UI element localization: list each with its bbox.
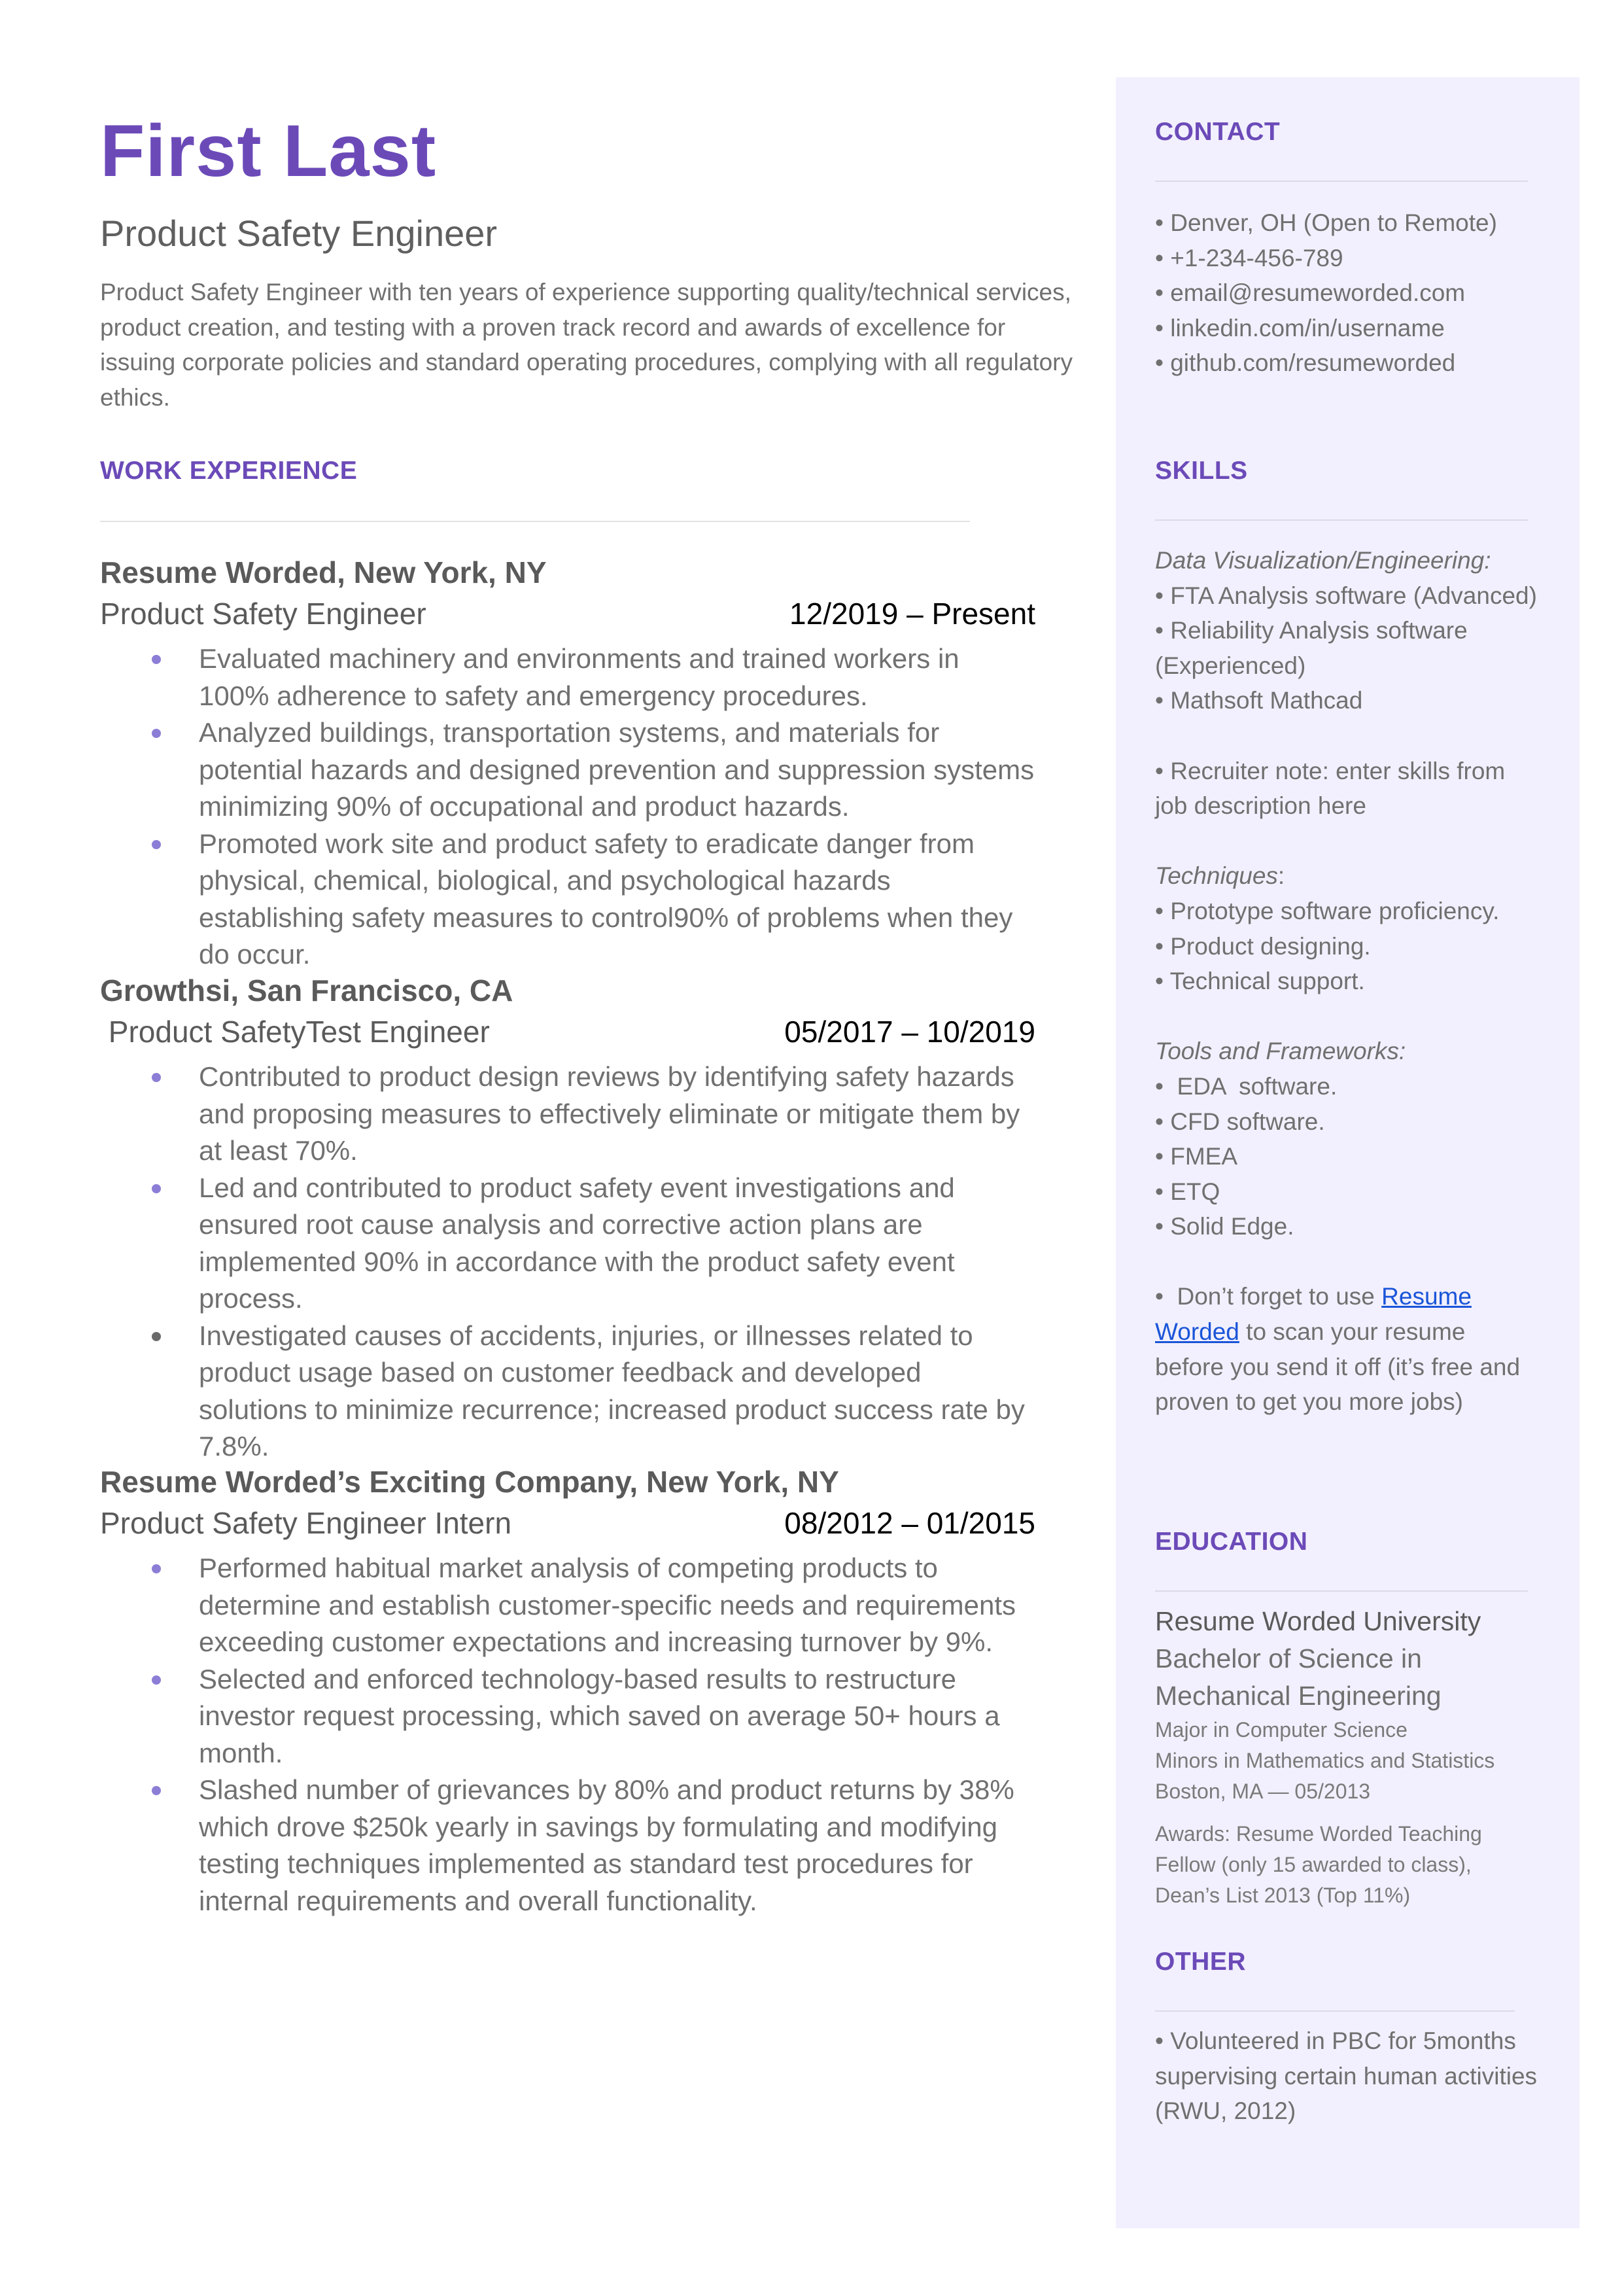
education-major: Major in Computer Science [1155,1718,1408,1742]
job-bullets [100,640,1035,973]
job-role-line [100,593,1035,634]
education-school: Resume Worded University [1155,1606,1481,1636]
contact-location: • Denver, OH (Open to Remote) [1155,209,1497,236]
skills-heading: SKILLS [1155,457,1248,485]
job-company: Growthsi, San Francisco, CA [100,973,513,1007]
job-dates: 08/2012 – 01/2015 [784,1506,1035,1540]
sidebar [1116,77,1580,2228]
skill-item: • Solid Edge. [1155,1213,1294,1240]
skill-item: • Product designing. [1155,932,1371,960]
skills-list [1155,543,1538,1420]
job-entry [100,1461,1035,1919]
contact-heading: CONTACT [1155,118,1281,146]
skill-item: • Technical support. [1155,968,1365,995]
work-experience-heading: WORK EXPERIENCE [100,457,358,485]
job-entry [100,970,1035,1465]
resume-worded-link[interactable]: Resume Worded [1155,1283,1472,1346]
skill-item: • CFD software. [1155,1108,1325,1135]
skills-category: Tools and Frameworks: [1155,1038,1406,1065]
skill-item: • Reliability Analysis software (Experienced) [1155,617,1468,679]
education-minors: Minors in Mathematics and Statistics [1155,1749,1495,1772]
contact-email: • email@resumeworded.com [1155,279,1466,307]
resume-tip-prefix: • Don’t forget to use [1155,1283,1382,1310]
contact-linkedin: • linkedin.com/in/username [1155,314,1445,342]
candidate-name: First Last [100,110,437,192]
job-dates: 12/2019 – Present [789,597,1035,631]
job-company: Resume Worded’s Exciting Company, New York, NY [100,1465,839,1499]
resume-tip [1155,1279,1538,1419]
education-divider [1155,1590,1528,1592]
job-bullet: Slashed number of grievances by 80% and product returns by 38% which drove $250k yearly in savings by formulating and modifying testing techniques implemented as standard test procedures for internal requirements and overall functionality. [100,1772,1035,1919]
education-location-date: Boston, MA — 05/2013 [1155,1779,1371,1803]
job-bullet: Performed habitual market analysis of competing products to determine and establish customer-specific needs and requirements exceeding customer expectations and increasing turnover by 9%. [100,1550,1035,1661]
resume-tip-suffix: to scan your resume before you send it off (it’s free and proven to get you more jobs) [1155,1318,1527,1416]
skill-item: • Mathsoft Mathcad [1155,687,1363,714]
skills-note: • Recruiter note: enter skills from job description here [1155,757,1506,820]
education-heading: EDUCATION [1155,1528,1308,1556]
other-item: • Volunteered in PBC for 5months supervising certain human activities (RWU, 2012) [1155,2027,1538,2125]
job-role: Product Safety Engineer [100,597,426,631]
job-role: Product Safety Engineer Intern [100,1506,512,1540]
contact-phone: • +1-234-456-789 [1155,244,1343,272]
job-role: Product SafetyTest Engineer [100,1015,490,1049]
job-role-line [100,1503,1035,1543]
job-bullet: Analyzed buildings, transportation systems, and materials for potential hazards and designed prevention and suppression systems minimizing 90% of occupational and product hazards. [100,714,1035,826]
job-company: Resume Worded, New York, NY [100,555,547,589]
other-heading: OTHER [1155,1948,1246,1976]
skills-category-label: Techniques [1155,862,1278,890]
skill-item: • EDA software. [1155,1072,1338,1100]
other-divider [1155,2010,1515,2012]
skill-item: • ETQ [1155,1178,1220,1205]
skills-category-colon: : [1277,862,1285,890]
skills-divider [1155,519,1528,521]
education-block [1155,1603,1538,1911]
contact-github: • github.com/resumeworded [1155,349,1456,377]
contact-divider [1155,181,1528,182]
skill-item: • FTA Analysis software (Advanced) [1155,582,1537,609]
skills-category [1155,858,1538,894]
job-dates: 05/2017 – 10/2019 [784,1015,1035,1049]
job-entry [100,552,1035,973]
job-bullet: Promoted work site and product safety to eradicate danger from physical, chemical, biological, and psychological hazards establishing safety measures to control90% of problems when they do occur. [100,826,1035,973]
candidate-title: Product Safety Engineer [100,213,498,254]
skills-category: Data Visualization/Engineering: [1155,547,1491,574]
job-bullet: Investigated causes of accidents, injuries, or illnesses related to product usage based on customer feedback and developed solutions to minimize recurrence; increased product success rate by 7.8%. [100,1318,1035,1465]
summary: Product Safety Engineer with ten years of experience supporting quality/technical services, product creation, and testing with a proven track record and awards of excellence for issuing corporate policies and standard operating procedures, complying with all regulatory ethics. [100,279,1073,411]
skill-item: • Prototype software proficiency. [1155,897,1500,924]
job-bullet: Evaluated machinery and environments and trained workers in 100% adherence to safety and emergency procedures. [100,640,1035,714]
contact-list [1155,205,1538,381]
education-awards: Awards: Resume Worded Teaching Fellow (only 15 awarded to class), Dean’s List 2013 (Top 11%) [1155,1822,1482,1907]
skill-item: • FMEA [1155,1143,1238,1170]
job-role-line [100,1011,1035,1052]
job-bullet: Contributed to product design reviews by identifying safety hazards and proposing measures to effectively eliminate or mitigate them by at least 70%. [100,1059,1035,1170]
job-bullets [100,1550,1035,1919]
work-divider [100,521,970,522]
education-degree: Bachelor of Science in Mechanical Engineering [1155,1643,1442,1711]
job-bullet: Selected and enforced technology-based results to restructure investor request processing, which saved on average 50+ hours a month. [100,1661,1035,1772]
job-bullet: Led and contributed to product safety event investigations and ensured root cause analysis and corrective action plans are implemented 90% in accordance with the product safety event process. [100,1170,1035,1318]
job-bullets [100,1059,1035,1465]
